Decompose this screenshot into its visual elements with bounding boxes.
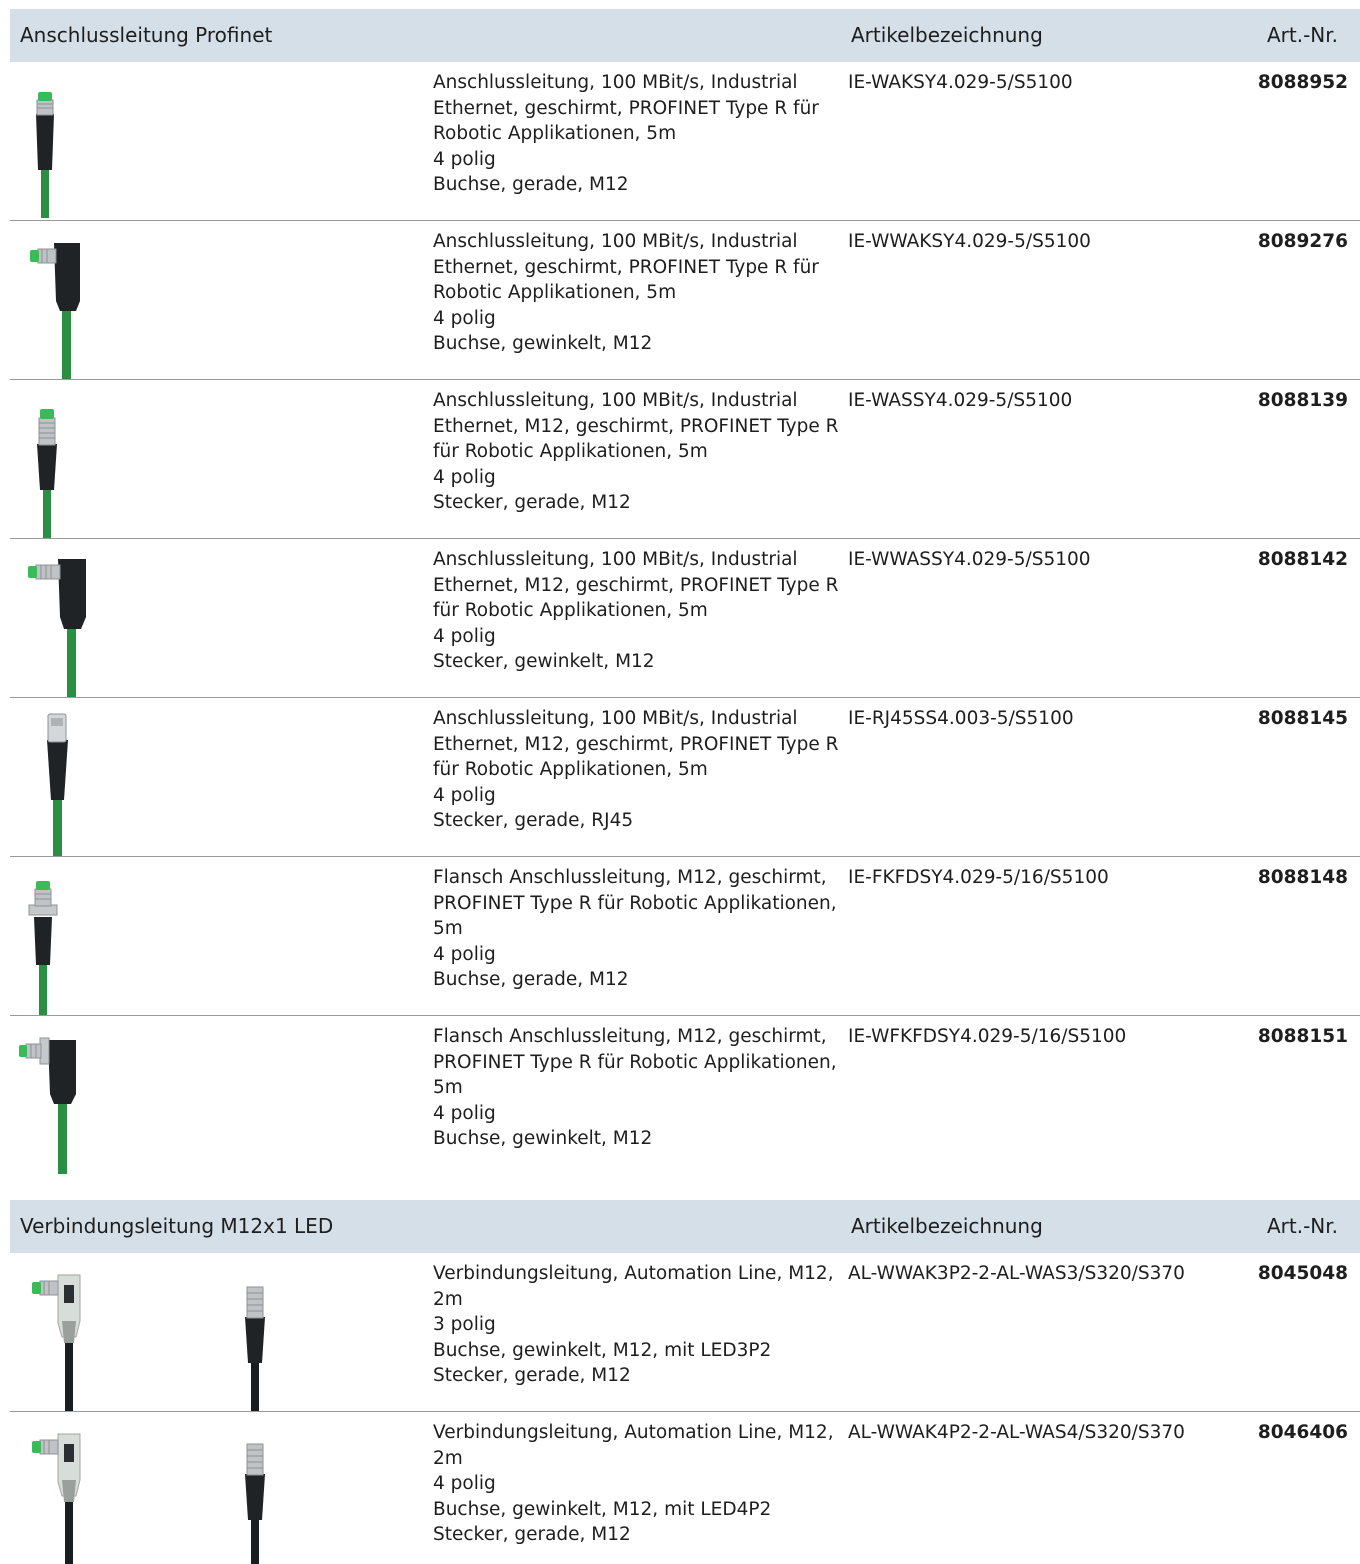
row-description bbox=[433, 1261, 838, 1389]
article-designation: IE-WAKSY4.029-5/S5100 bbox=[848, 72, 1073, 93]
column-header-artnr: Art.-Nr. bbox=[1266, 23, 1338, 47]
description-line: Buchse, gewinkelt, M12, mit LED4P2 bbox=[433, 1498, 772, 1520]
column-header-artikelbezeichnung: Artikelbezeichnung bbox=[851, 23, 1043, 47]
angled-socket-connector-icon bbox=[26, 239, 86, 379]
description-line: Ethernet, M12, geschirmt, PROFINET Type R bbox=[433, 415, 839, 437]
product-row bbox=[10, 380, 1360, 539]
article-number: 8088952 bbox=[1257, 72, 1348, 93]
product-row bbox=[10, 1016, 1360, 1174]
description-line: Verbindungsleitung, Automation Line, M12, bbox=[433, 1422, 834, 1443]
row-description bbox=[433, 706, 838, 834]
row-description bbox=[433, 70, 838, 198]
description-line: PROFINET Type R für Robotic Applikationen, bbox=[433, 892, 837, 914]
article-number: 8089276 bbox=[1257, 231, 1348, 252]
straight-plug-connector-icon bbox=[32, 406, 62, 538]
row-description bbox=[433, 229, 838, 357]
description-line: Stecker, gerade, M12 bbox=[433, 1365, 631, 1387]
product-row bbox=[10, 539, 1360, 698]
description-line: Anschlussleitung, 100 MBit/s, Industrial bbox=[433, 390, 798, 411]
description-line: 4 polig bbox=[433, 148, 496, 170]
column-header-artnr: Art.-Nr. bbox=[1266, 1214, 1338, 1238]
description-line: 5m bbox=[433, 918, 463, 940]
product-row bbox=[10, 221, 1360, 380]
angled-plug-connector-icon bbox=[24, 555, 90, 697]
description-line: 5m bbox=[433, 1077, 463, 1099]
description-line: 3 polig bbox=[433, 1314, 496, 1336]
description-line: Ethernet, geschirmt, PROFINET Type R für bbox=[433, 97, 819, 119]
section-title: Anschlussleitung Profinet bbox=[20, 23, 273, 47]
description-line: 2m bbox=[433, 1447, 463, 1469]
product-row bbox=[10, 857, 1360, 1016]
straight-plug-black-icon bbox=[240, 1283, 270, 1411]
description-line: Flansch Anschlussleitung, M12, geschirmt, bbox=[433, 1026, 827, 1047]
description-line: 2m bbox=[433, 1288, 463, 1310]
description-line: 4 polig bbox=[433, 625, 496, 647]
section-header bbox=[10, 9, 1360, 62]
article-number: 8045048 bbox=[1257, 1263, 1348, 1284]
description-line: Stecker, gewinkelt, M12 bbox=[433, 651, 655, 673]
section-header bbox=[10, 1200, 1360, 1253]
led-angled-socket-icon bbox=[28, 1271, 88, 1411]
article-designation: IE-WFKFDSY4.029-5/16/S5100 bbox=[848, 1026, 1127, 1047]
description-line: 4 polig bbox=[433, 784, 496, 806]
row-description bbox=[433, 1024, 838, 1152]
description-line: für Robotic Applikationen, 5m bbox=[433, 759, 708, 781]
description-line: Buchse, gewinkelt, M12 bbox=[433, 1128, 653, 1150]
description-line: Anschlussleitung, 100 MBit/s, Industrial bbox=[433, 72, 798, 93]
straight-socket-connector-icon bbox=[30, 88, 60, 218]
description-line: Anschlussleitung, 100 MBit/s, Industrial bbox=[433, 549, 798, 570]
column-header-artikelbezeichnung: Artikelbezeichnung bbox=[851, 1214, 1043, 1238]
description-line: 4 polig bbox=[433, 466, 496, 488]
description-line: für Robotic Applikationen, 5m bbox=[433, 600, 708, 622]
article-designation: IE-WWAKSY4.029-5/S5100 bbox=[848, 231, 1091, 252]
description-line: Buchse, gewinkelt, M12 bbox=[433, 333, 653, 355]
row-description bbox=[433, 388, 838, 516]
description-line: Verbindungsleitung, Automation Line, M12, bbox=[433, 1263, 834, 1284]
description-line: PROFINET Type R für Robotic Applikationen, bbox=[433, 1051, 837, 1073]
description-line: Stecker, gerade, RJ45 bbox=[433, 810, 634, 832]
article-number: 8088139 bbox=[1257, 390, 1348, 411]
article-number: 8046406 bbox=[1257, 1422, 1348, 1443]
description-line: Robotic Applikationen, 5m bbox=[433, 123, 677, 145]
description-line: Anschlussleitung, 100 MBit/s, Industrial bbox=[433, 231, 798, 252]
description-line: 4 polig bbox=[433, 1102, 496, 1124]
article-number: 8088145 bbox=[1257, 708, 1348, 729]
article-designation: IE-WASSY4.029-5/S5100 bbox=[848, 390, 1073, 411]
description-line: Ethernet, M12, geschirmt, PROFINET Type R bbox=[433, 733, 839, 755]
description-line: Ethernet, M12, geschirmt, PROFINET Type R bbox=[433, 574, 839, 596]
row-description bbox=[433, 547, 838, 675]
description-line: Buchse, gerade, M12 bbox=[433, 174, 629, 196]
article-number: 8088151 bbox=[1257, 1026, 1348, 1047]
article-designation: AL-WWAK3P2-2-AL-WAS3/S320/S370 bbox=[848, 1263, 1185, 1284]
product-row bbox=[10, 62, 1360, 221]
product-row bbox=[10, 1412, 1360, 1564]
article-designation: IE-RJ45SS4.003-5/S5100 bbox=[848, 708, 1074, 729]
article-number: 8088148 bbox=[1257, 867, 1348, 888]
description-line: Ethernet, geschirmt, PROFINET Type R für bbox=[433, 256, 819, 278]
description-line: Flansch Anschlussleitung, M12, geschirmt, bbox=[433, 867, 827, 888]
description-line: Buchse, gerade, M12 bbox=[433, 969, 629, 991]
description-line: Robotic Applikationen, 5m bbox=[433, 282, 677, 304]
description-line: 4 polig bbox=[433, 943, 496, 965]
rj45-plug-connector-icon bbox=[42, 710, 72, 856]
description-line: Buchse, gewinkelt, M12, mit LED3P2 bbox=[433, 1339, 772, 1361]
angled-flange-connector-icon bbox=[16, 1034, 82, 1174]
article-designation: AL-WWAK4P2-2-AL-WAS4/S320/S370 bbox=[848, 1422, 1185, 1443]
section-title: Verbindungsleitung M12x1 LED bbox=[20, 1214, 334, 1238]
description-line: für Robotic Applikationen, 5m bbox=[433, 441, 708, 463]
description-line: Stecker, gerade, M12 bbox=[433, 1524, 631, 1546]
row-description bbox=[433, 865, 838, 993]
article-number: 8088142 bbox=[1257, 549, 1348, 570]
led-angled-socket-icon bbox=[28, 1430, 88, 1564]
description-line: 4 polig bbox=[433, 307, 496, 329]
straight-plug-black-icon bbox=[240, 1440, 270, 1564]
straight-flange-connector-icon bbox=[26, 877, 60, 1015]
product-row bbox=[10, 698, 1360, 857]
article-designation: IE-WWASSY4.029-5/S5100 bbox=[848, 549, 1091, 570]
description-line: Anschlussleitung, 100 MBit/s, Industrial bbox=[433, 708, 798, 729]
product-row bbox=[10, 1253, 1360, 1412]
article-designation: IE-FKFDSY4.029-5/16/S5100 bbox=[848, 867, 1109, 888]
description-line: 4 polig bbox=[433, 1473, 496, 1495]
description-line: Stecker, gerade, M12 bbox=[433, 492, 631, 514]
row-description bbox=[433, 1420, 838, 1548]
